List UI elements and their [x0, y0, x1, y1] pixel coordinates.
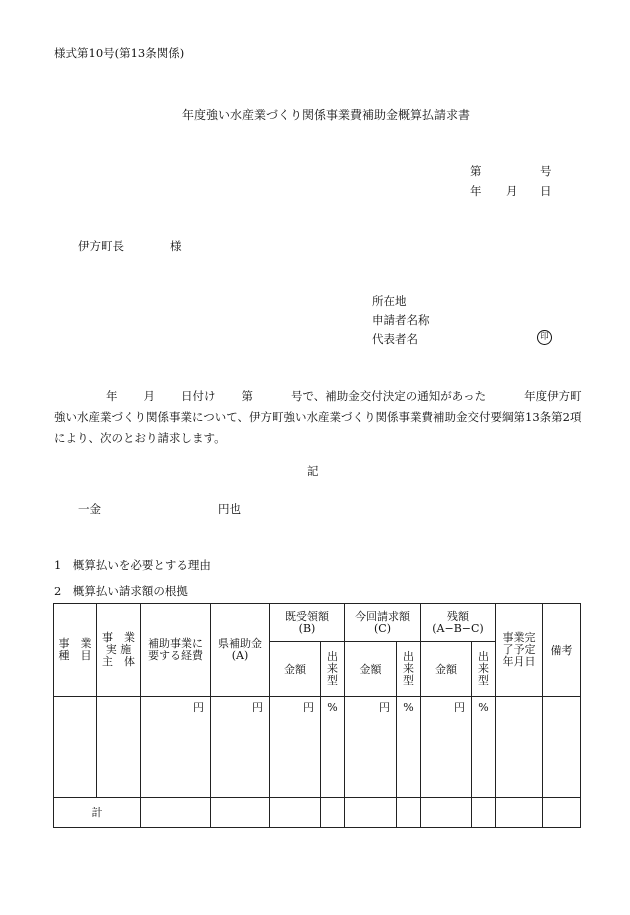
- form-number: 様式第10号(第13条関係): [54, 46, 185, 60]
- document-title: 年度強い水産業づくり関係事業費補助金概算払請求書: [182, 108, 471, 122]
- section-1-heading: 1 概算払いを必要とする理由: [54, 558, 211, 572]
- cell-konkai-percent: %: [397, 697, 421, 798]
- total-kiju: [270, 798, 321, 828]
- header-konkai-kingaku: 金額: [345, 642, 397, 697]
- section-2-heading: 2 概算払い請求額の根拠: [54, 584, 188, 598]
- addressee-sama: 様: [170, 239, 182, 253]
- total-row: [54, 798, 581, 828]
- cell-kiju-percent: %: [321, 697, 345, 798]
- para-segment2: 年度伊方町強い水産業づくり関係事業について、伊方町強い水産業づくり関係事業費補助金交付要綱第13条第2項により、次のとおり請求します。: [54, 389, 582, 445]
- header-ken-hojokin: 県補助金 (A): [211, 604, 270, 697]
- header-biko: 備考: [543, 604, 581, 697]
- cell-zangaku-unit: 円: [421, 697, 472, 798]
- cell-kiju-unit: 円: [270, 697, 321, 798]
- cell-kanryo: [496, 697, 543, 798]
- total-biko: [543, 798, 581, 828]
- total-zangaku: [421, 798, 472, 828]
- header-jigyo-jisshi-shutai: 事 業 実 施 主 体: [97, 604, 141, 697]
- table-row: [54, 697, 581, 798]
- total-zangaku-dekigata: [472, 798, 496, 828]
- total-label: 計: [54, 798, 141, 828]
- cell-ken-hojokin-unit: 円: [211, 697, 270, 798]
- para-date-suffix: 日付け: [181, 389, 216, 403]
- total-kiju-dekigata: [321, 798, 345, 828]
- header-zangaku-dekigata: 出 来 型: [472, 642, 496, 697]
- header-konkai: 今回請求額 (C): [345, 604, 421, 642]
- header-kanryo: 事業完 了予定 年月日: [496, 604, 543, 697]
- addressee-name: 伊方町長: [78, 239, 124, 253]
- header-zangaku-kingaku: 金額: [421, 642, 472, 697]
- cell-keihi-unit: 円: [141, 697, 211, 798]
- total-keihi: [141, 798, 211, 828]
- date-year: 年: [470, 184, 482, 198]
- doc-number-dai: 第: [470, 164, 482, 178]
- ki-mark: 記: [307, 464, 319, 478]
- doc-number-go: 号: [540, 164, 552, 178]
- header-zangaku: 残額 (A−B−C): [421, 604, 496, 642]
- total-ken-hojokin: [211, 798, 270, 828]
- header-row-1: [54, 604, 581, 642]
- seal-mark: 印: [537, 330, 552, 345]
- amount-enya: 円也: [218, 502, 241, 516]
- total-kanryo: [496, 798, 543, 828]
- amount-ichikin: 一金: [78, 502, 101, 516]
- applicant-location-label: 所在地: [372, 294, 407, 308]
- para-segment1: 号で、補助金交付決定の通知があった: [291, 389, 487, 403]
- estimate-table: [53, 603, 581, 828]
- request-paragraph: [54, 386, 582, 449]
- header-jigyo-shumoku: 事 業 種 目: [54, 604, 97, 697]
- total-konkai: [345, 798, 397, 828]
- para-dai: 第: [241, 389, 253, 403]
- cell-shutai: [97, 697, 141, 798]
- header-kiju-kingaku: 金額: [270, 642, 321, 697]
- cell-biko: [543, 697, 581, 798]
- cell-zangaku-percent: %: [472, 697, 496, 798]
- date-day: 日: [540, 184, 552, 198]
- applicant-name-label: 申請者名称: [372, 313, 430, 327]
- total-konkai-dekigata: [397, 798, 421, 828]
- applicant-representative-label: 代表者名: [372, 332, 418, 346]
- cell-konkai-unit: 円: [345, 697, 397, 798]
- para-month: 月: [143, 389, 155, 403]
- header-konkai-dekigata: 出 来 型: [397, 642, 421, 697]
- date-month: 月: [506, 184, 518, 198]
- para-year: 年: [106, 389, 118, 403]
- cell-shumoku: [54, 697, 97, 798]
- header-kiju-dekigata: 出 来 型: [321, 642, 345, 697]
- header-hojo-keihi: 補助事業に 要する経費: [141, 604, 211, 697]
- header-kiju: 既受領額 (B): [270, 604, 345, 642]
